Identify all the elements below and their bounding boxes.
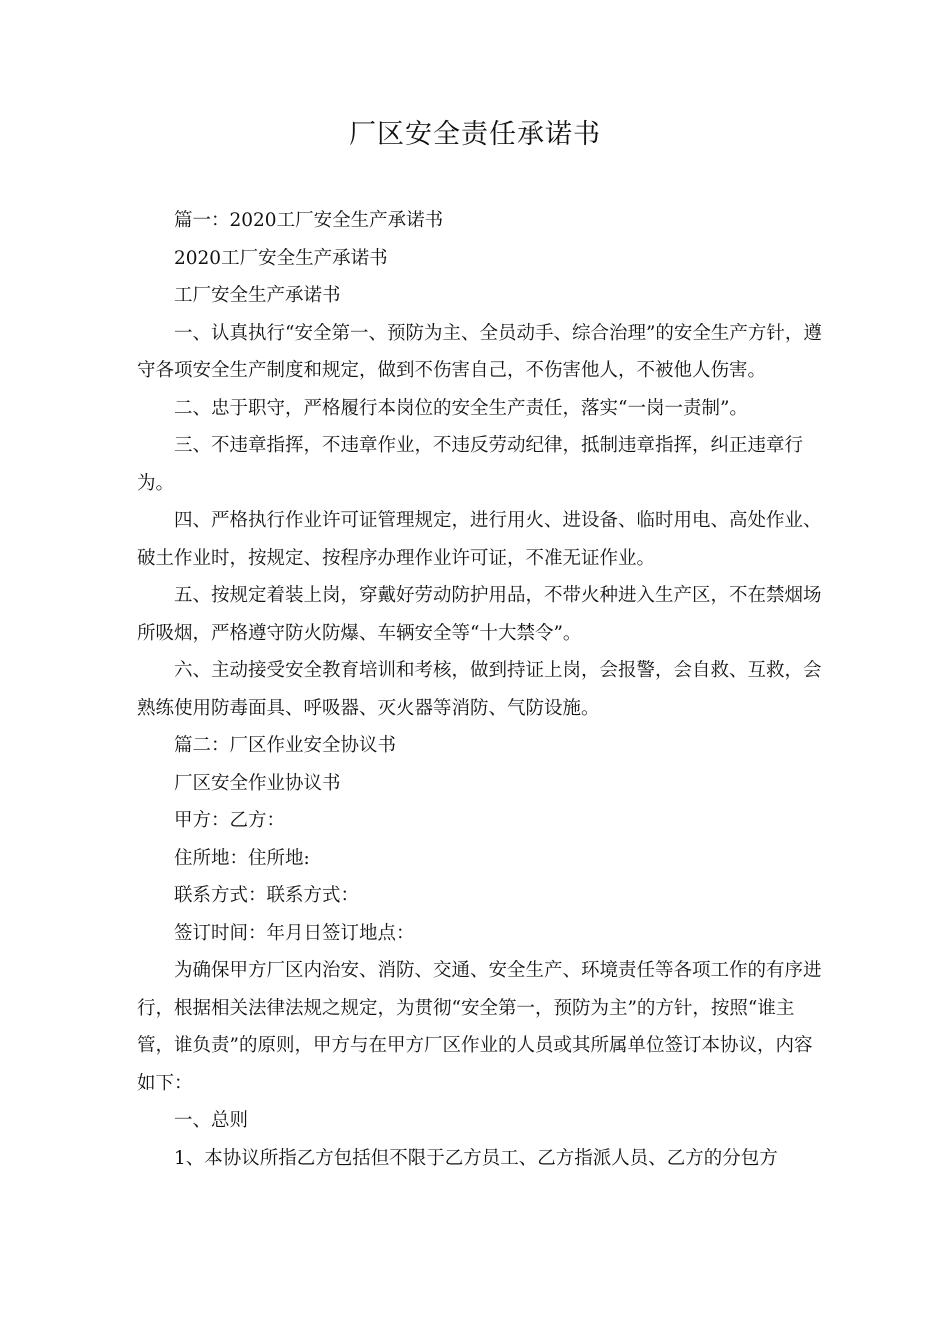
- paragraph: 一、认真执行“安全第一、预防为主、全员动手、综合治理”的安全生产方针，遵守各项安全生产制度和规定，做到不伤害自己，不伤害他人，不被他人伤害。: [137, 322, 822, 381]
- paragraph: 一、总则: [174, 1110, 249, 1131]
- paragraph: 五、按规定着装上岗，穿戴好劳动防护用品，不带火种进入生产区，不在禁烟场所吸烟，严格遵守防火防爆、车辆安全等“十大禁令”。: [137, 585, 822, 644]
- document-title: 厂区安全责任承诺书: [349, 119, 601, 150]
- paragraph: 工厂安全生产承诺书: [174, 285, 341, 306]
- paragraph: 1、本协议所指乙方包括但不限于乙方员工、乙方指派人员、乙方的分包方: [174, 1147, 778, 1169]
- paragraph: 签订时间：年月日签订地点：: [174, 922, 415, 944]
- paragraph: 2020工厂安全生产承诺书: [174, 247, 388, 269]
- paragraph: 四、严格执行作业许可证管理规定，进行用火、进设备、临时用电、高处作业、破土作业时，按规定、按程序办理作业许可证，不准无证作业。: [137, 510, 822, 569]
- paragraph: 二、忠于职守，严格履行本岗位的安全生产责任，落实“一岗一责制”。: [174, 397, 748, 419]
- paragraph: 六、主动接受安全教育培训和考核，做到持证上岗，会报警，会自救、互救，会熟练使用防毒面具、呼吸器、灭火器等消防、气防设施。: [137, 660, 822, 719]
- paragraph: 厂区安全作业协议书: [174, 772, 341, 794]
- paragraph: 为确保甲方厂区内治安、消防、交通、安全生产、环境责任等各项工作的有序进行，根据相关法律法规之规定，为贯彻“安全第一，预防为主”的方针，按照“谁主管，谁负责”的原则，甲方与在甲方厂区作业的人员或其所属单位签订本协议，内容如下：: [137, 960, 822, 1094]
- paragraph: 篇二：厂区作业安全协议书: [174, 735, 397, 756]
- paragraph: 甲方：乙方：: [174, 810, 286, 831]
- paragraph: 三、不违章指挥，不违章作业，不违反劳动纪律，抵制违章指挥，纠正违章行为。: [137, 435, 804, 494]
- paragraph: 联系方式：联系方式：: [174, 885, 360, 906]
- document-body: [137, 202, 827, 1177]
- paragraph: 篇一：2020工厂安全生产承诺书: [174, 210, 444, 231]
- paragraph: 住所地：住所地:: [174, 847, 310, 869]
